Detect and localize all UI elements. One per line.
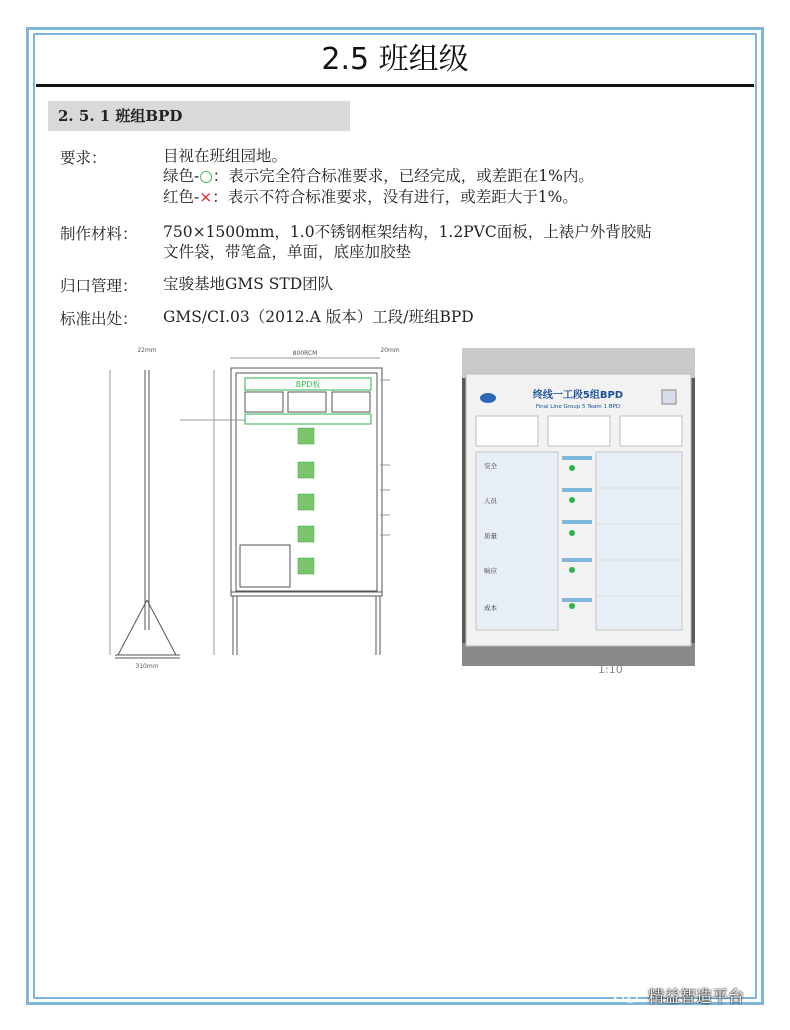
green-prefix: 绿色-	[163, 167, 200, 185]
page-title: 2.5 班组级	[321, 42, 469, 77]
photo-side-label-people: 人员	[484, 497, 497, 505]
title-divider	[36, 84, 754, 87]
requirements-green-line	[163, 166, 733, 186]
management-value: 宝骏基地GMS STD团队	[163, 275, 334, 293]
red-text: ：表示不符合标准要求，没有进行，或差距大于1%。	[212, 188, 578, 206]
requirements-red-line	[163, 187, 733, 207]
drawing-dim-right-top: 20mm	[380, 347, 400, 354]
drawing-dim-bottom: 310mm	[135, 663, 159, 670]
bpd-board-drawing	[100, 340, 450, 670]
materials-line-1: 750×1500mm，1.0不锈钢框架结构，1.2PVC面板，上裱户外背胶贴	[163, 223, 652, 241]
green-circle-icon: ○	[199, 167, 213, 185]
photo-side-label-response: 响应	[484, 567, 497, 575]
source-label: 标准出处：	[60, 310, 138, 328]
chat-bubble-icon	[612, 986, 640, 1004]
red-cross-icon: ×	[199, 188, 213, 206]
photo-side-label-quality: 质量	[484, 532, 497, 540]
watermark: 精益智造平台	[648, 987, 745, 1006]
photo-title: 终线一工段5组BPD	[532, 390, 624, 401]
drawing-dim-left-top: 22mm	[137, 347, 157, 354]
drawing-board-title: BPD板	[295, 380, 321, 389]
drawing-dim-top: 800RCM	[292, 350, 318, 357]
photo-side-label-cost: 成本	[484, 604, 497, 612]
materials-label: 制作材料：	[60, 225, 138, 243]
requirements-label: 要求：	[60, 149, 107, 167]
bpd-board-photo	[462, 348, 695, 666]
management-label: 归口管理：	[60, 277, 138, 295]
scale-label: 1:10	[598, 663, 623, 676]
materials-line-2: 文件袋，带笔盒，单面，底座加胶垫	[163, 243, 412, 261]
red-prefix: 红色-	[163, 188, 200, 206]
requirements-line-1: 目视在班组园地。	[163, 147, 288, 165]
photo-side-label-safety: 安全	[484, 462, 497, 470]
photo-subtitle: Final Line Group 5 Team 1 BPD	[535, 404, 621, 410]
green-text: ：表示完全符合标准要求，已经完成，或差距在1%内。	[212, 167, 594, 185]
source-value: GMS/CI.03（2012.A 版本）工段/班组BPD	[163, 308, 474, 326]
section-heading: 2. 5. 1 班组BPD	[48, 101, 350, 131]
